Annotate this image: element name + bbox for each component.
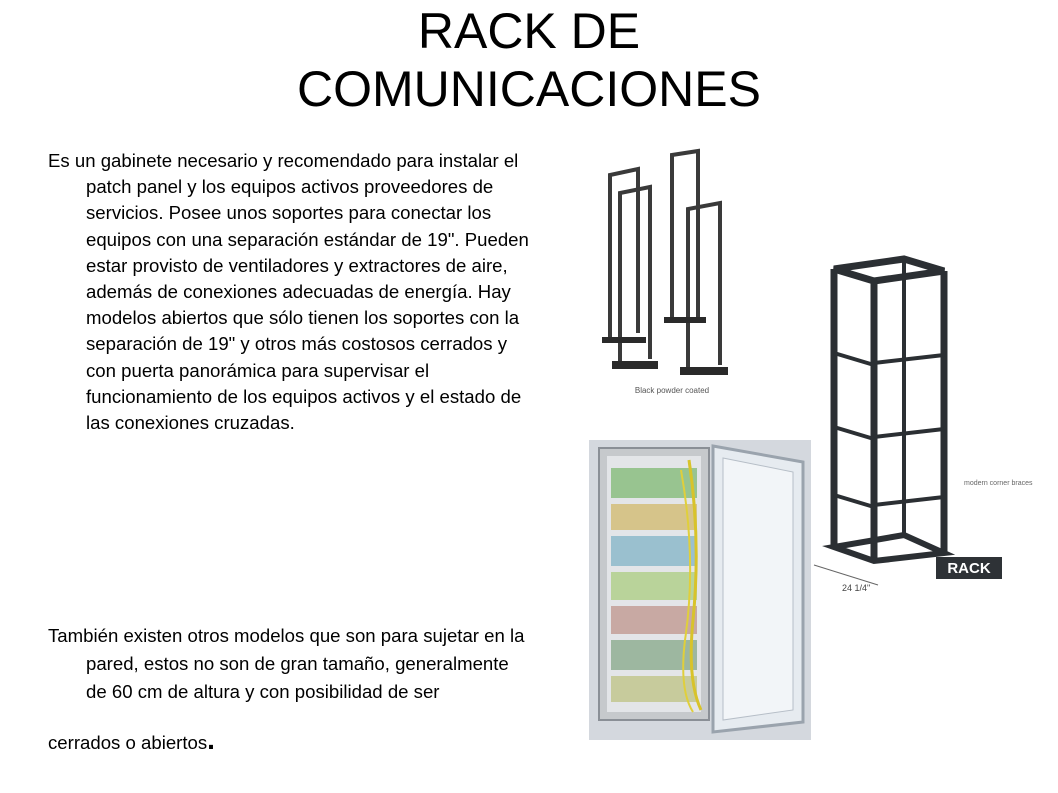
rack-frame-dimension: 24 1/4" — [842, 583, 871, 593]
title-line-2: COMUNICACIONES — [297, 61, 761, 117]
title-line-1: RACK DE — [417, 3, 641, 59]
rack-badge: RACK — [947, 560, 991, 577]
body-paragraph-2 — [48, 622, 532, 757]
paragraph-2-main-text: También existen otros modelos que son para sujetar en la pared, estos no son de gran tamaño, generalmente de 60 cm de altura y con posibilidad de ser — [48, 625, 525, 702]
rack-frame-photo — [814, 255, 1033, 598]
paragraph-2-final-line — [48, 724, 532, 757]
paragraph-2-end-text: cerrados o abiertos — [48, 732, 208, 753]
open-racks-caption: Black powder coated — [634, 386, 710, 395]
body-paragraph-1: Es un gabinete necesario y recomendado para instalar el patch panel y los equipos activos proveedores de servicios. Posee unos soportes para conectar los equipos con una separación estándar de 19". Pueden estar provisto de ventiladores y extractores de aire, además de conexiones adecuadas de energía. Hay modelos abiertos que sólo tienen los soportes con la separación de 19" y otros más costosos cerrados y con puerta panorámica para supervisar el funcionamiento de los equipos activos y el estado de las conexiones cruzadas. — [48, 150, 529, 434]
paragraph-2-period: . — [207, 724, 215, 755]
open-racks-photo — [588, 147, 756, 410]
slide-title — [0, 2, 1058, 118]
rack-frame-annotation: modern corner braces — [964, 480, 1033, 487]
cabinet-photo — [589, 440, 811, 740]
